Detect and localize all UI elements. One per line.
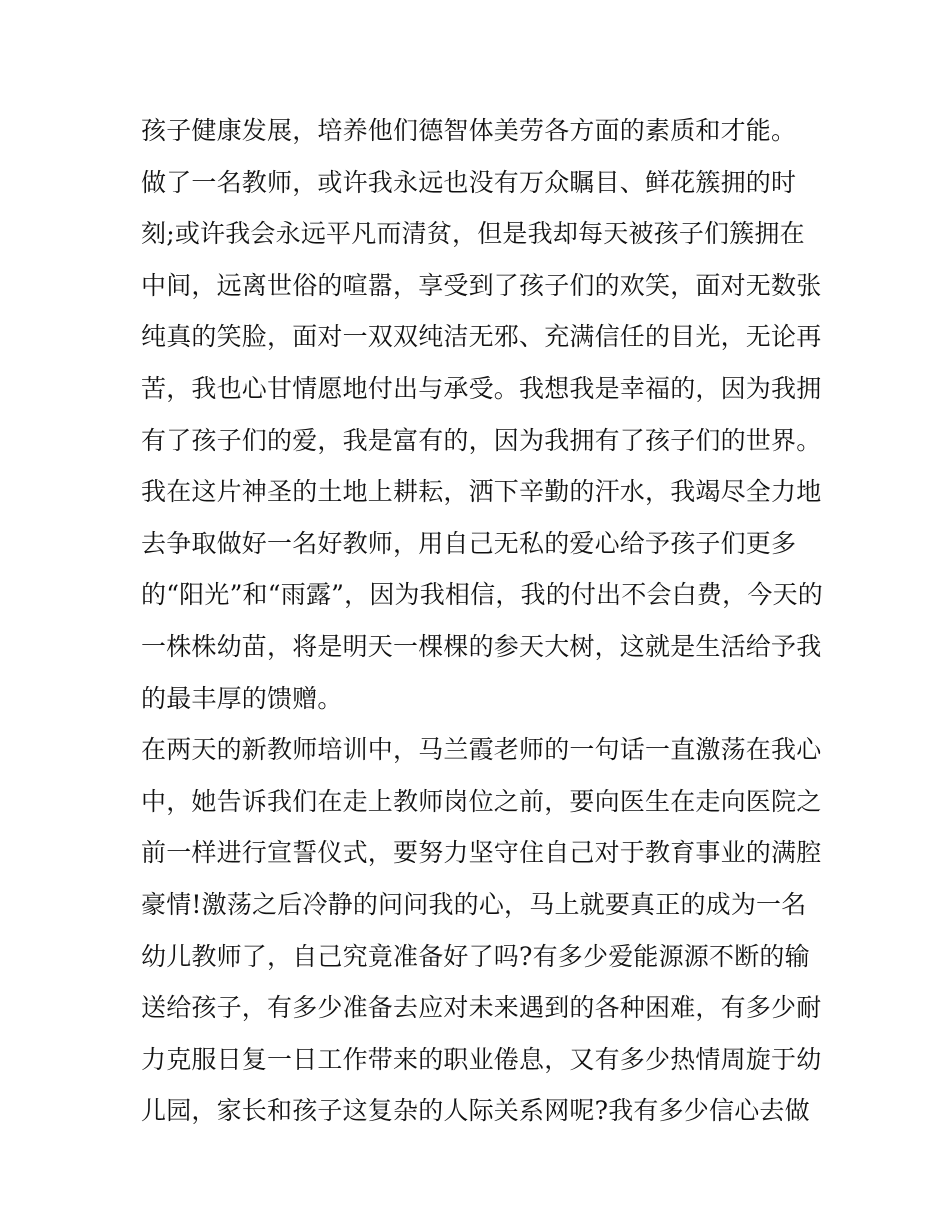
text-line: 幼儿教师了，自己究竟准备好了吗?有多少爱能源源不断的输	[141, 941, 810, 971]
text-line: 力克服日复一日工作带来的职业倦息，又有多少热情周旋于幼	[141, 1044, 822, 1074]
text-line: 我在这片神圣的土地上耕耘，洒下辛勤的汗水，我竭尽全力地	[141, 477, 822, 507]
text-line: 的“阳光”和“雨露”，因为我相信，我的付出不会白费，今天的	[141, 580, 823, 610]
text-line: 在两天的新教师培训中，马兰霞老师的一句话一直激荡在我心	[141, 735, 822, 765]
text-line: 苦，我也心甘情愿地付出与承受。我想我是幸福的，因为我拥	[141, 373, 822, 403]
text-line: 中间，远离世俗的喧嚣，享受到了孩子们的欢笑，面对无数张	[141, 270, 822, 300]
text-line: 孩子健康发展，培养他们德智体美劳各方面的素质和才能。	[141, 116, 797, 145]
text-line: 的最丰厚的馈赠。	[141, 683, 343, 713]
text-line: 有了孩子们的爱，我是富有的，因为我拥有了孩子们的世界。	[141, 425, 822, 455]
text-line: 刻;或许我会永远平凡而清贫，但是我却每天被孩子们簇拥在	[141, 219, 805, 249]
text-line: 豪情!激荡之后冷静的问问我的心，马上就要真正的成为一名	[141, 889, 807, 919]
text-line: 前一样进行宣誓仪式，要努力坚守住自己对于教育事业的满腔	[141, 838, 822, 868]
text-line: 送给孩子，有多少准备去应对未来遇到的各种困难，有多少耐	[141, 993, 822, 1023]
text-line: 纯真的笑脸，面对一双双纯洁无邪、充满信任的目光，无论再	[141, 322, 822, 352]
text-line: 中，她告诉我们在走上教师岗位之前，要向医生在走向医院之	[141, 786, 822, 816]
text-line: 一株株幼苗，将是明天一棵棵的参天大树，这就是生活给予我	[141, 631, 822, 661]
body-text	[141, 105, 821, 1137]
text-line: 去争取做好一名好教师，用自己无私的爱心给予孩子们更多	[141, 528, 797, 558]
text-line: 儿园，家长和孩子这复杂的人际关系网呢?我有多少信心去做	[141, 1096, 810, 1126]
text-line: 做了一名教师，或许我永远也没有万众瞩目、鲜花簇拥的时	[141, 167, 797, 197]
